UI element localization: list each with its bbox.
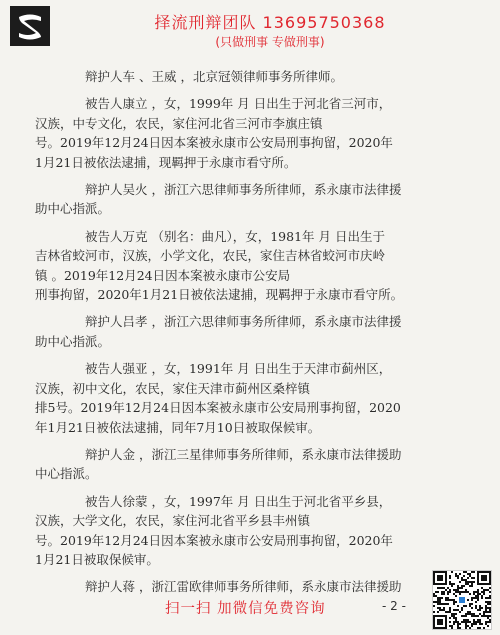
text-line: 助中心指派。 <box>35 201 111 217</box>
text-line: 中心指派。 <box>35 466 98 482</box>
paragraph <box>35 445 446 484</box>
wechat-cta[interactable]: 扫一扫 加微信免费咨询 <box>165 601 326 617</box>
text-line: 吉林省蛟河市，汉族，小学文化，农民，家住吉林省蛟河市庆岭 <box>35 248 386 264</box>
text-line: 辩护人吕孝 ，浙江六思律师事务所律师，系永康市法律援 <box>85 314 402 330</box>
paragraph <box>35 312 446 351</box>
text-line: 被告人强亚 ，女，1991年 月 日出生于天津市蓟州区， <box>85 361 392 377</box>
text-line: 被告人徐蒙 ，女，1997年 月 日出生于河北省平乡县， <box>85 493 392 509</box>
text-line: 镇 。2019年12月24日因本案被永康市公安局 <box>35 267 291 283</box>
text-line: 辩护人车 、王威 ，北京冠领律师事务所律师。 <box>85 69 343 84</box>
paragraph <box>35 492 446 570</box>
text-line: 号。2019年12月24日因本案被永康市公安局刑事拘留，2020年 <box>35 135 393 151</box>
qr-code-icon[interactable] <box>432 570 492 630</box>
team-name: 择流刑辩团队 13695750368 <box>154 13 386 32</box>
page-number: - 2 - <box>382 599 406 613</box>
text-line: 辩护人蒋 ，浙江雷欧律师事务所律师，系永康市法律援助 <box>85 579 402 595</box>
text-line: 辩护人吴火 ，浙江六思律师事务所律师，系永康市法律援 <box>85 182 402 198</box>
paragraph <box>60 577 446 596</box>
text-line: 被告人万克 （别名：曲凡），女，1981年 月 日出生于 <box>85 228 385 244</box>
text-line: 汉族，中专文化，农民，家住河北省三河市李旗庄镇 <box>35 115 323 131</box>
text-line: 号。2019年12月24日因本案被永康市公安局刑事拘留，2020年 <box>35 532 393 548</box>
text-line: 助中心指派。 <box>35 333 111 349</box>
text-line: 被告人康立 ，女，1999年 月 日出生于河北省三河市， <box>85 96 392 112</box>
text-line: 排5号。2019年12月24日因本案被永康市公安局刑事拘留，2020 <box>35 400 401 416</box>
text-line: 汉族，初中文化，农民，家住天津市蓟州区桑梓镇 <box>35 380 311 396</box>
paragraph <box>35 227 446 305</box>
text-line: 年1月21日被依法逮捕，同年7月10日被取保候审。 <box>35 419 321 435</box>
text-line: 汉族，大学文化，农民，家住河北省平乡县丰州镇 <box>35 513 311 529</box>
text-line: 刑事拘留，2020年1月21日被依法逮捕，现羁押于永康市看守所。 <box>35 287 404 303</box>
paragraph <box>60 67 446 86</box>
paragraph <box>35 359 446 437</box>
document-body <box>35 67 446 605</box>
team-tagline: (只做刑事 专做刑事) <box>215 35 325 49</box>
text-line: 辩护人金 ，浙江三星律师事务所律师，系永康市法律援助 <box>85 446 402 462</box>
text-line: 1月21日被依法逮捕，现羁押于永康市看守所。 <box>35 154 297 170</box>
text-line: 1月21日被取保候审。 <box>35 551 159 567</box>
paragraph <box>35 94 446 172</box>
paragraph <box>35 180 446 219</box>
